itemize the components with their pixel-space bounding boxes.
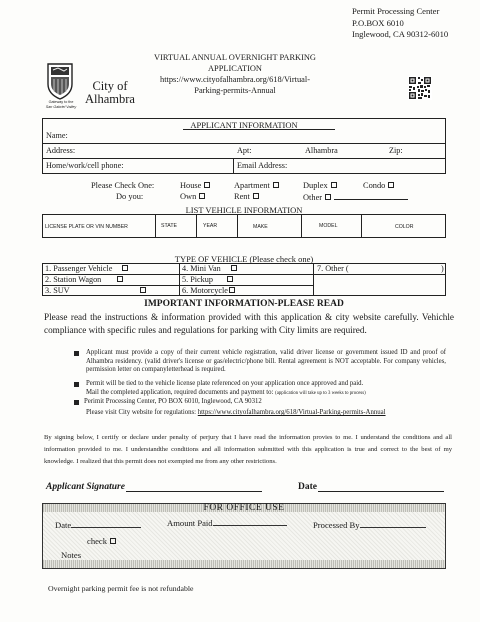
address-line: P.O.BOX 6010 [352,17,404,28]
motorcycle-option[interactable] [182,286,235,296]
office-date-field[interactable] [55,520,141,530]
url-line: Parking-permits-Annual [194,86,276,95]
address-line: Permit Processing Center [352,6,440,16]
checkbox[interactable] [229,287,235,293]
option-label: Condo [363,181,386,190]
do-you-prompt: Do you: [116,192,144,201]
mail-note: (application will take up to 3 weeks to process) [275,391,366,396]
option-label: 5. Pickup [182,275,213,284]
signature-line[interactable] [126,491,262,492]
field-label: check [87,536,108,546]
office-use-box [42,503,446,569]
option-label: Apartment [234,181,270,190]
pickup-option[interactable] [182,275,233,285]
form-title [140,52,330,96]
option-label: Duplex [303,181,328,190]
option-label: Other [303,193,323,202]
title-line: VIRTUAL ANNUAL OVERNIGHT PARKING [154,53,316,62]
vehicle-info-table [42,214,446,238]
declaration-paragraph: By signing below, I certify or declare under penalty of perjury that I have read the information provies to me. I understand the conditions and all information provided to me. I understandthe conditions and all information submitted with this application is true and correct to the best of my knowledge. I realized that this permit does not exempted me from any other restrictions. [44,434,452,465]
own-option[interactable] [180,192,205,202]
checkbox[interactable] [110,538,116,544]
vehicle-info-title: LIST VEHICLE INFORMATION [185,205,303,215]
checkbox[interactable] [273,182,279,188]
name-field[interactable]: Name: [46,131,68,140]
field-label: Processed By [313,520,360,530]
condo-option[interactable] [363,181,394,191]
office-band [43,560,445,568]
amount-paid-field[interactable] [167,518,287,528]
checkbox[interactable] [331,182,337,188]
column-header: MODEL [319,223,338,229]
checkbox[interactable] [227,276,233,282]
city-line: Alhambra [85,92,135,106]
column-header: MAKE [253,224,268,230]
phone-field[interactable]: Home/work/cell phone: [46,161,124,170]
notes-field[interactable]: Notes [61,550,82,560]
url-line: https://www.cityofalhambra.org/618/Virtual- [160,75,310,84]
house-option[interactable] [180,181,210,191]
other-field[interactable] [334,192,408,200]
checkbox[interactable] [140,287,146,293]
column-header: STATE [161,223,177,229]
check-field[interactable] [87,536,116,546]
zip-field[interactable]: Zip: [389,146,403,155]
bullet-permit-tied: Permit will be tied to the vehicle license plate referenced on your application once approved and paid. [86,380,364,387]
check-prompt: Please Check One: [91,181,155,190]
footer-note: Overnight parking permit fee is not refundable [48,584,194,593]
date-line[interactable] [318,491,444,492]
apt-field[interactable]: Apt: [237,146,252,155]
duplex-option[interactable] [303,181,337,191]
email-field[interactable]: Email Address: [237,161,288,170]
option-label: 2. Station Wagon [45,275,102,284]
bullet-processing-center: Perimit Processing Center, PO BOX 6010, Inglewood, CA 90312 [84,398,262,405]
bullet-id-requirements: Applicant must provide a copy of their current vehicle registration, valid driver license or government issued ID and proof of Alhambra residency. (valid driver's license or gas/electric/phone bill. Rental agreement is NOT acceptable. For company vehicles, permission letter on companyletterhead is required. [86,349,446,373]
applicant-info-table [42,118,446,174]
passenger-vehicle-option[interactable] [45,264,128,274]
website-label: Please visit City website for regulations: [86,409,197,416]
checkbox[interactable] [231,265,237,271]
section-title: APPLICANT INFORMATION [190,120,298,130]
column-header: YEAR [203,223,218,229]
intro-paragraph: Please read the instructions & information provided with this application & city website carefully. Vehichle compliance with specific rules and regulations for parking with City limits are required. [44,312,454,335]
bullet-icon [74,351,79,356]
mail-line: Mail the completed application, required documents and payment to: [86,389,274,396]
mailing-address [352,6,448,41]
option-label: 4. Mini Van [182,264,221,273]
apartment-option[interactable] [234,181,279,191]
checkbox[interactable] [204,182,210,188]
checkbox[interactable] [253,193,259,199]
bullet-icon [74,382,79,387]
important-title: IMPORTANT INFORMATION-PLEASE READ [144,299,344,309]
rent-option[interactable] [234,192,259,202]
option-label: House [180,181,202,190]
option-label: 7. Other ( [317,264,349,273]
address-field[interactable]: Address: [46,146,76,155]
column-header: COLOR [395,224,414,230]
field-label: Amount Paid [167,518,213,528]
processed-by-field[interactable] [313,520,426,530]
caption-line: Gateway to the [48,100,74,104]
station-wagon-option[interactable] [45,275,123,285]
checkbox[interactable] [325,194,331,200]
checkbox[interactable] [199,193,205,199]
vehicle-type-table [42,263,446,296]
checkbox[interactable] [122,265,128,271]
other-close-paren: ) [441,264,444,273]
option-label: 3. SUV [45,286,70,295]
bullet-icon [74,400,79,405]
qr-code-icon[interactable] [408,76,432,100]
office-title: FOR OFFICE USE [203,503,285,513]
website-link[interactable]: https://www.cityofalhambra.org/618/Virtual-Parking-permits-Annual [197,409,386,416]
other-vehicle-option[interactable] [317,264,349,274]
other-option[interactable] [303,192,408,203]
option-label: Own [180,192,197,201]
website-line [86,409,456,418]
date-label: Date [298,482,317,492]
title-line: APPLICATION [208,64,262,73]
city-line: City of [92,79,128,93]
column-header: LICENSE PLATE OR VIN NUMBER [45,224,128,230]
option-label: 1. Passenger Vehicle [45,264,113,273]
city-seal-icon [44,62,76,100]
address-line: Inglewood, CA 90312-6010 [352,29,449,39]
checkbox[interactable] [388,182,394,188]
option-label: 6. Motorcycle [182,286,228,295]
option-label: Rent [234,192,250,201]
logo-caption [41,100,81,109]
caption-line: San Gabriel Valley [45,104,77,109]
suv-option[interactable] [45,286,146,296]
field-label: Date [55,520,72,530]
signature-label: Applicant Signature [46,482,125,492]
mini-van-option[interactable] [182,264,237,274]
city-value: Alhambra [305,146,338,155]
checkbox[interactable] [117,276,123,282]
city-name [84,80,136,106]
vehicle-type-title: TYPE OF VEHICLE (Please check one) [174,254,314,264]
